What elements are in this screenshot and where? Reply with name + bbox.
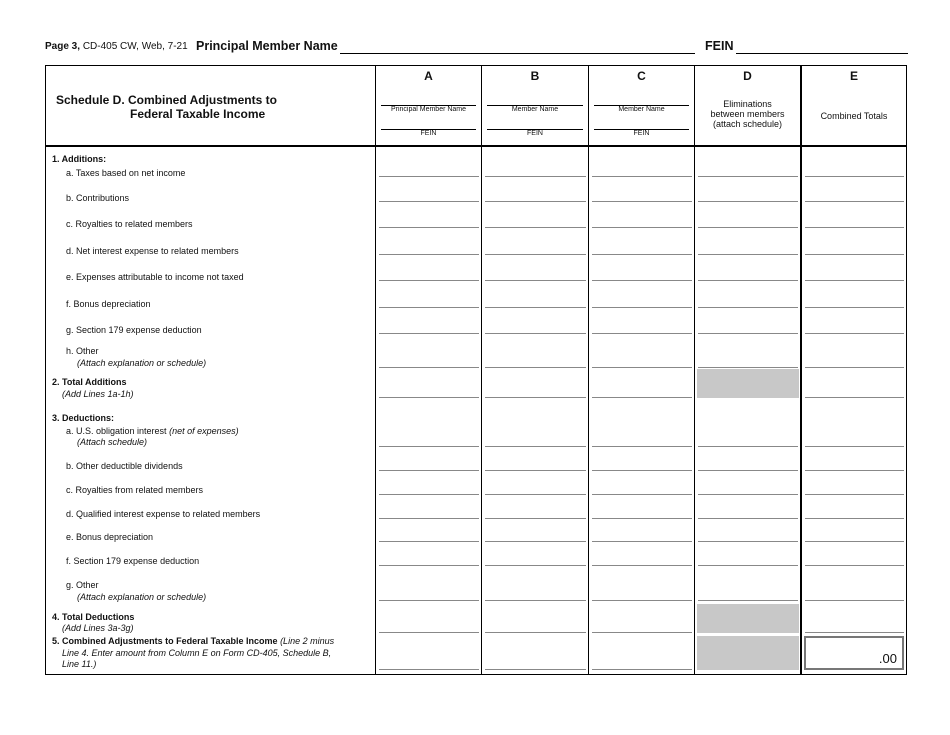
line-3b-col-e-field[interactable]	[805, 470, 904, 471]
line-3d-col-c-field[interactable]	[592, 518, 692, 519]
line-3e-col-d-field[interactable]	[698, 541, 798, 542]
column-e-header: E Combined Totals	[820, 69, 888, 121]
line-3f-col-d-field[interactable]	[698, 565, 798, 566]
principal-member-name-field[interactable]	[340, 53, 695, 54]
line-2-col-c-field[interactable]	[592, 397, 692, 398]
line-3c-col-a-field[interactable]	[379, 494, 479, 495]
combined-total-value: .00	[878, 651, 897, 666]
line-1g-col-b-field[interactable]	[485, 333, 586, 334]
line-3g-col-d-field[interactable]	[698, 600, 798, 601]
line-3e-col-e-field[interactable]	[805, 541, 904, 542]
line-3b-col-c-field[interactable]	[592, 470, 692, 471]
line-4-col-a-field[interactable]	[379, 632, 479, 633]
line-3e-col-a-field[interactable]	[379, 541, 479, 542]
line-1h-col-d-field[interactable]	[698, 367, 798, 368]
line-1h-label: h. Other	[66, 346, 99, 356]
line-1c-col-c-field[interactable]	[592, 227, 692, 228]
line-1c-col-e-field[interactable]	[805, 227, 904, 228]
line-3a-note: (Attach schedule)	[77, 437, 148, 447]
line-1d-col-d-field[interactable]	[698, 254, 798, 255]
page-id: Page 3, CD-405 CW, Web, 7-21	[45, 41, 188, 52]
line-2-label: 2. Total Additions	[52, 377, 127, 387]
line-5-col-c-field[interactable]	[592, 669, 692, 670]
principal-member-name-label: Principal Member Name	[196, 39, 338, 53]
fein-field[interactable]	[736, 53, 908, 54]
line-4-col-b-field[interactable]	[485, 632, 586, 633]
line-3a-col-e-field[interactable]	[805, 446, 904, 447]
schedule-title-line2: Federal Taxable Income	[130, 107, 266, 121]
line-3d-label: d. Qualified interest expense to related members	[66, 509, 261, 519]
line-3f-col-c-field[interactable]	[592, 565, 692, 566]
line-1b-col-c-field[interactable]	[592, 201, 692, 202]
line-3b-col-b-field[interactable]	[485, 470, 586, 471]
line-3c-col-b-field[interactable]	[485, 494, 586, 495]
line-2-col-d-shaded	[697, 369, 799, 398]
line-3d-col-a-field[interactable]	[379, 518, 479, 519]
line-1g-col-e-field[interactable]	[805, 333, 904, 334]
column-b-header: B Member Name FEIN	[482, 66, 588, 144]
line-3e-col-c-field[interactable]	[592, 541, 692, 542]
line-3a-label: a. U.S. obligation interest (net of expenses)	[66, 426, 239, 436]
line-3d-col-e-field[interactable]	[805, 518, 904, 519]
line-1f-col-b-field[interactable]	[485, 307, 586, 308]
line-1a-col-e-field[interactable]	[805, 176, 904, 177]
line-5-col-a-field[interactable]	[379, 669, 479, 670]
line-1f-col-d-field[interactable]	[698, 307, 798, 308]
line-1h-note: (Attach explanation or schedule)	[77, 358, 207, 368]
line-4-note: (Add Lines 3a-3g)	[62, 623, 134, 633]
line-1a-col-c-field[interactable]	[592, 176, 692, 177]
line-1a-col-d-field[interactable]	[698, 176, 798, 177]
column-d-header: D Eliminations between members (attach schedule)	[710, 69, 785, 129]
page-header	[0, 38, 950, 58]
line-4-col-e-field[interactable]	[805, 632, 904, 633]
line-3f-col-b-field[interactable]	[485, 565, 586, 566]
line-3d-col-b-field[interactable]	[485, 518, 586, 519]
schedule-d-table	[45, 65, 907, 675]
line-1d-col-e-field[interactable]	[805, 254, 904, 255]
line-1e-col-e-field[interactable]	[805, 280, 904, 281]
line-1d-col-b-field[interactable]	[485, 254, 586, 255]
line-1a-label: a. Taxes based on net income	[66, 168, 186, 178]
schedule-title: Schedule D. Combined Adjustments to	[56, 93, 277, 107]
line-1e-label: e. Expenses attributable to income not taxed	[66, 272, 244, 282]
line-3g-col-e-field[interactable]	[805, 600, 904, 601]
column-c-header: C Member Name FEIN	[589, 66, 694, 144]
line-1h-col-c-field[interactable]	[592, 367, 692, 368]
line-1f-col-c-field[interactable]	[592, 307, 692, 308]
line-1h-col-b-field[interactable]	[485, 367, 586, 368]
line-1a-col-b-field[interactable]	[485, 176, 586, 177]
line-1e-col-b-field[interactable]	[485, 280, 586, 281]
line-1c-label: c. Royalties to related members	[66, 219, 193, 229]
line-2-col-e-field[interactable]	[805, 397, 904, 398]
line-1e-col-c-field[interactable]	[592, 280, 692, 281]
line-1d-col-c-field[interactable]	[592, 254, 692, 255]
line-1g-col-a-field[interactable]	[379, 333, 479, 334]
line-1e-col-d-field[interactable]	[698, 280, 798, 281]
line-3c-col-e-field[interactable]	[805, 494, 904, 495]
line-1d-label: d. Net interest expense to related members	[66, 246, 239, 256]
line-1d-col-a-field[interactable]	[379, 254, 479, 255]
line-1b-col-b-field[interactable]	[485, 201, 586, 202]
line-1h-col-a-field[interactable]	[379, 367, 479, 368]
line-5-note3: Line 11.)	[62, 659, 97, 669]
line-1f-col-e-field[interactable]	[805, 307, 904, 308]
line-1e-col-a-field[interactable]	[379, 280, 479, 281]
line-4-col-c-field[interactable]	[592, 632, 692, 633]
line-2-note: (Add Lines 1a-1h)	[62, 389, 134, 399]
line-1b-col-d-field[interactable]	[698, 201, 798, 202]
line-1c-col-b-field[interactable]	[485, 227, 586, 228]
line-3a-col-d-field[interactable]	[698, 446, 798, 447]
combined-total-field[interactable]	[804, 636, 904, 670]
fein-label: FEIN	[705, 39, 734, 53]
line-3f-label: f. Section 179 expense deduction	[66, 556, 200, 566]
line-3a-col-b-field[interactable]	[485, 446, 586, 447]
line-1g-col-d-field[interactable]	[698, 333, 798, 334]
line-3b-label: b. Other deductible dividends	[66, 461, 183, 471]
line-1b-col-a-field[interactable]	[379, 201, 479, 202]
line-3c-col-d-field[interactable]	[698, 494, 798, 495]
line-3b-col-a-field[interactable]	[379, 470, 479, 471]
line-3g-label: g. Other	[66, 580, 99, 590]
line-3b-col-d-field[interactable]	[698, 470, 798, 471]
line-2-col-a-field[interactable]	[379, 397, 479, 398]
line-5-col-b-field[interactable]	[485, 669, 586, 670]
line-3g-note: (Attach explanation or schedule)	[77, 592, 207, 602]
line-3c-label: c. Royalties from related members	[66, 485, 204, 495]
line-5-note2: Line 4. Enter amount from Column E on Form CD-405, Schedule B,	[62, 648, 332, 658]
line-4-col-d-shaded	[697, 604, 799, 633]
line-2-col-b-field[interactable]	[485, 397, 586, 398]
line-4-label: 4. Total Deductions	[52, 612, 135, 622]
line-3g-col-c-field[interactable]	[592, 600, 692, 601]
line-1b-label: b. Contributions	[66, 193, 130, 203]
line-3f-col-a-field[interactable]	[379, 565, 479, 566]
line-5-col-d-shaded	[697, 636, 799, 670]
line-3d-col-d-field[interactable]	[698, 518, 798, 519]
line-3e-col-b-field[interactable]	[485, 541, 586, 542]
line-1h-col-e-field[interactable]	[805, 367, 904, 368]
line-1b-col-e-field[interactable]	[805, 201, 904, 202]
line-3e-label: e. Bonus depreciation	[66, 532, 154, 542]
line-1c-col-d-field[interactable]	[698, 227, 798, 228]
line-3-heading: 3. Deductions:	[52, 413, 115, 423]
line-1a-col-a-field[interactable]	[379, 176, 479, 177]
line-3f-col-e-field[interactable]	[805, 565, 904, 566]
line-3g-col-b-field[interactable]	[485, 600, 586, 601]
line-1g-label: g. Section 179 expense deduction	[66, 325, 202, 335]
line-1f-label: f. Bonus depreciation	[66, 299, 151, 309]
line-1-heading: 1. Additions:	[52, 154, 107, 164]
line-1c-col-a-field[interactable]	[379, 227, 479, 228]
line-5-label: 5. Combined Adjustments to Federal Taxable Income (Line 2 minus	[52, 636, 335, 646]
line-3g-col-a-field[interactable]	[379, 600, 479, 601]
column-a-header: A Principal Member Name FEIN	[376, 66, 481, 144]
line-3c-col-c-field[interactable]	[592, 494, 692, 495]
line-1f-col-a-field[interactable]	[379, 307, 479, 308]
line-3a-col-c-field[interactable]	[592, 446, 692, 447]
line-3a-col-a-field[interactable]	[379, 446, 479, 447]
line-1g-col-c-field[interactable]	[592, 333, 692, 334]
